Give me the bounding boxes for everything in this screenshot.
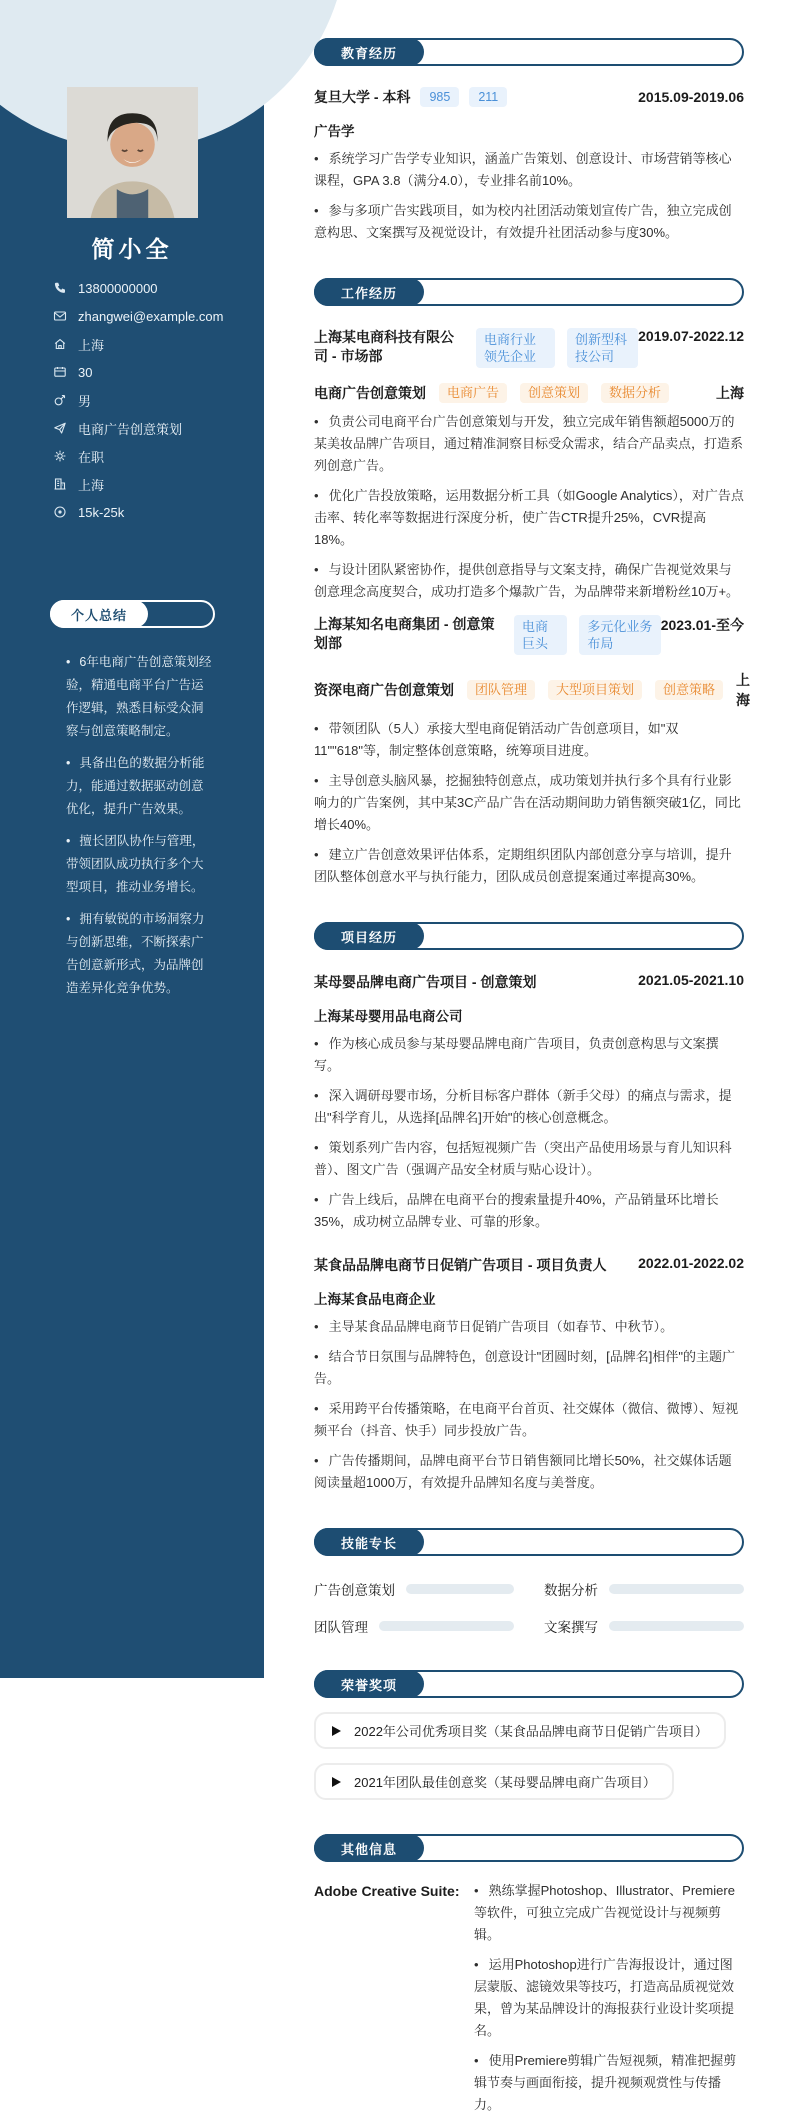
- contact-work-city: [53, 470, 252, 498]
- company-tag: 电商巨头: [514, 615, 567, 655]
- candidate-name: 简小全: [91, 236, 173, 262]
- skill-bar: [609, 1584, 744, 1594]
- job-role: 电商广告创意策划: [314, 385, 426, 401]
- age-icon: [53, 365, 67, 379]
- section-title-education: 教育经历: [314, 38, 424, 66]
- school-tag-211: 211: [469, 87, 507, 107]
- section-title-other: 其他信息: [314, 1834, 424, 1862]
- project-name: 某母婴品牌电商广告项目 - 创意策划: [314, 974, 537, 990]
- project-bullet: • 结合节日氛围与品牌特色，创意设计"团圆时刻，[品牌名]相伴"的主题广告。: [314, 1349, 736, 1386]
- company-tag: 电商行业领先企业: [476, 328, 555, 368]
- job-role-row: [314, 383, 744, 403]
- job-bullet: • 主导创意头脑风暴，挖掘独特创意点，成功策划并执行多个具有行业影响力的广告案例，其中某3C产品广告在活动期间助力销售额突破1亿，同比增长40%。: [314, 773, 741, 832]
- role-tag: 数据分析: [601, 383, 669, 403]
- job-bullet: • 优化广告投放策略，运用数据分析工具（如Google Analytics），对广告点击率、转化率等数据进行深度分析，使广告CTR提升25%，CVR提高18%。: [314, 488, 744, 547]
- company-name: 上海某电商科技有限公司 - 市场部: [314, 329, 454, 364]
- salary-icon: [53, 505, 67, 519]
- contact-gender-text: 男: [78, 393, 92, 409]
- contact-gender: [53, 386, 252, 414]
- major: 广告学: [314, 124, 355, 139]
- profile-photo: [67, 87, 198, 218]
- job-bullet: • 与设计团队紧密协作，提供创意指导与文案支持，确保广告视觉效果与创意理念高度契合，成功打造多个爆款广告，为品牌带来新增粉丝10万+。: [314, 562, 740, 599]
- role-tag: 大型项目策划: [548, 680, 642, 700]
- contact-home-city: [53, 330, 252, 358]
- mail-icon: [53, 309, 67, 323]
- company-tag: 多元化业务布局: [579, 615, 660, 655]
- sidebar: [0, 0, 264, 1678]
- other-bullet: • 运用Photoshop进行广告海报设计，通过图层蒙版、滤镜效果等技巧，打造高品质视觉效果，曾为某品牌设计的海报获行业设计奖项提名。: [474, 1957, 735, 2038]
- job-date: 2019.07-2022.12: [638, 328, 744, 344]
- contact-age-text: 30: [78, 364, 93, 380]
- company-tag: 创新型科技公司: [567, 328, 638, 368]
- project-org: 上海某母婴用品电商公司: [314, 1009, 463, 1024]
- school-name: 复旦大学 - 本科: [314, 89, 411, 105]
- other-info: [314, 1880, 744, 2116]
- education-entry-header: [314, 87, 744, 107]
- award-text: 2022年公司优秀项目奖（某食品品牌电商节日促销广告项目）: [354, 1724, 708, 1739]
- summary-item: • 擅长团队协作与管理，带领团队成功执行多个大型项目，推动业务增长。: [66, 834, 205, 894]
- role-tag: 团队管理: [467, 680, 535, 700]
- skill-bar: [609, 1621, 744, 1631]
- section-title-work: 工作经历: [314, 278, 424, 306]
- contact-phone-text: 13800000000: [78, 280, 158, 296]
- other-label: Adobe Creative Suite:: [314, 1883, 460, 1899]
- project-bullet: • 策划系列广告内容，包括短视频广告（突出产品使用场景与育儿知识科普）、图文广告（强调产品安全材质与贴心设计）。: [314, 1140, 732, 1177]
- project-entry-header: [314, 1255, 744, 1275]
- status-icon: [53, 449, 67, 463]
- project-bullet: • 作为核心成员参与某母婴品牌电商广告项目，负责创意构思与文案撰写。: [314, 1036, 719, 1073]
- other-bullet: • 使用Premiere剪辑广告短视频，精准把握剪辑节奏与画面衔接，提升视频观赏性与传播力。: [474, 2053, 737, 2112]
- job-location: 上海: [716, 385, 744, 401]
- job-entry-header: [314, 615, 744, 655]
- skill-item: 广告创意策划: [314, 1579, 514, 1599]
- skill-item: 数据分析: [544, 1579, 744, 1599]
- play-icon: [332, 1777, 341, 1787]
- education-bullet: • 参与多项广告实践项目，如为校内社团活动策划宣传广告，独立完成创意构思、文案撰写及视觉设计，有效提升社团活动参与度30%。: [314, 203, 732, 240]
- phone-icon: [53, 281, 67, 295]
- project-bullet: • 广告上线后，品牌在电商平台的搜索量提升40%，产品销量环比增长35%，成功树立品牌专业、可靠的形象。: [314, 1192, 719, 1229]
- job-role-row: [314, 670, 751, 710]
- project-date: 2022.01-2022.02: [638, 1255, 744, 1271]
- summary-item: • 拥有敏锐的市场洞察力与创新思维，不断探索广告创意新形式，为品牌创造差异化竞争优势。: [66, 912, 205, 995]
- section-header-work: [314, 278, 744, 306]
- job-entry-header: [314, 328, 744, 368]
- job-bullet: • 建立广告创意效果评估体系，定期组织团队内部创意分享与培训，提升团队整体创意水平与执行能力，团队成员创意提案通过率提高30%。: [314, 847, 732, 884]
- contact-salary: [53, 498, 252, 526]
- position-icon: [53, 421, 67, 435]
- skill-bar: [379, 1621, 514, 1631]
- other-bullet: • 熟练掌握Photoshop、Illustrator、Premiere等软件，可独立完成广告视觉设计与视频剪辑。: [474, 1883, 735, 1942]
- contact-phone: [53, 274, 252, 302]
- contact-work-city-text: 上海: [78, 477, 105, 493]
- award-item[interactable]: [314, 1712, 726, 1749]
- section-header-skills: [314, 1528, 744, 1556]
- contact-age: [53, 358, 252, 386]
- section-header-awards: [314, 1670, 744, 1698]
- play-icon: [332, 1726, 341, 1736]
- section-header-projects: [314, 922, 744, 950]
- contact-list: [53, 274, 252, 526]
- contact-target-position-text: 电商广告创意策划: [78, 421, 183, 437]
- project-bullet: • 广告传播期间，品牌电商平台节日销售额同比增长50%，社交媒体话题阅读量超1000万，有效提升品牌知名度与美誉度。: [314, 1453, 732, 1490]
- summary-header: [50, 600, 215, 628]
- contact-home-city-text: 上海: [78, 337, 105, 353]
- project-date: 2021.05-2021.10: [638, 972, 744, 988]
- section-header-other: [314, 1834, 744, 1862]
- job-role: 资深电商广告创意策划: [314, 682, 454, 698]
- contact-status-text: 在职: [78, 449, 105, 465]
- section-title-awards: 荣誉奖项: [314, 1670, 424, 1698]
- role-tag: 电商广告: [439, 383, 507, 403]
- award-item[interactable]: [314, 1763, 674, 1800]
- job-date: 2023.01-至今: [660, 617, 744, 633]
- job-bullet: • 负责公司电商平台广告创意策划与开发，独立完成年销售额超5000万的某美妆品牌广告项目，通过精准洞察目标受众需求，结合产品卖点，打造系列创意广告。: [314, 414, 744, 473]
- summary-title: 个人总结: [50, 600, 148, 628]
- job-bullet: • 带领团队（5人）承接大型电商促销活动广告创意项目，如"双11""618"等，制定整体创意策略，统筹项目进度。: [314, 721, 679, 758]
- project-name: 某食品品牌电商节日促销广告项目 - 项目负责人: [314, 1257, 607, 1273]
- contact-email: [53, 302, 252, 330]
- project-bullet: • 采用跨平台传播策略，在电商平台首页、社交媒体（微信、微博）、短视频平台（抖音、快手）同步投放广告。: [314, 1401, 739, 1438]
- company-name: 上海某知名电商集团 - 创意策划部: [314, 616, 495, 651]
- contact-email-text: zhangwei@example.com: [78, 308, 224, 324]
- education-bullet: • 系统学习广告学专业知识，涵盖广告策划、创意设计、市场营销等核心课程，GPA 3.8（满分4.0），专业排名前10%。: [314, 151, 732, 188]
- section-title-projects: 项目经历: [314, 922, 424, 950]
- section-title-skills: 技能专长: [314, 1528, 424, 1556]
- main-content: [314, 0, 751, 2116]
- education-date: 2015.09-2019.06: [638, 89, 744, 105]
- contact-status: [53, 442, 252, 470]
- city-icon: [53, 477, 67, 491]
- contact-target-position: [53, 414, 252, 442]
- role-tag: 创意策划: [520, 383, 588, 403]
- contact-salary-text: 15k-25k: [78, 504, 125, 520]
- section-header-education: [314, 38, 744, 66]
- summary-item: • 6年电商广告创意策划经验，精通电商平台广告运作逻辑，熟悉目标受众洞察与创意策略制定。: [66, 655, 212, 738]
- skill-grid: [314, 1579, 744, 1636]
- person-portrait: [67, 87, 198, 218]
- skill-item: 文案撰写: [544, 1616, 744, 1636]
- project-bullet: • 主导某食品品牌电商节日促销广告项目（如春节、中秋节）。: [314, 1319, 674, 1334]
- gender-icon: [53, 393, 67, 407]
- project-bullet: • 深入调研母婴市场，分析目标客户群体（新手父母）的痛点与需求，提出"科学育儿，从选择[品牌名]开始"的核心创意概念。: [314, 1088, 732, 1125]
- project-entry-header: [314, 972, 744, 992]
- home-icon: [53, 337, 67, 351]
- school-tag-985: 985: [420, 87, 459, 107]
- skill-bar: [406, 1584, 514, 1594]
- job-location: 上海: [736, 672, 751, 708]
- summary-item: • 具备出色的数据分析能力，能通过数据驱动创意优化，提升广告效果。: [66, 756, 205, 816]
- project-org: 上海某食品电商企业: [314, 1292, 436, 1307]
- personal-summary: [50, 600, 215, 1009]
- award-text: 2021年团队最佳创意奖（某母婴品牌电商广告项目）: [354, 1775, 656, 1790]
- other-bullet-list: [474, 1880, 744, 2116]
- role-tag: 创意策略: [655, 680, 723, 700]
- skill-item: 团队管理: [314, 1616, 514, 1636]
- summary-list: [50, 651, 215, 1000]
